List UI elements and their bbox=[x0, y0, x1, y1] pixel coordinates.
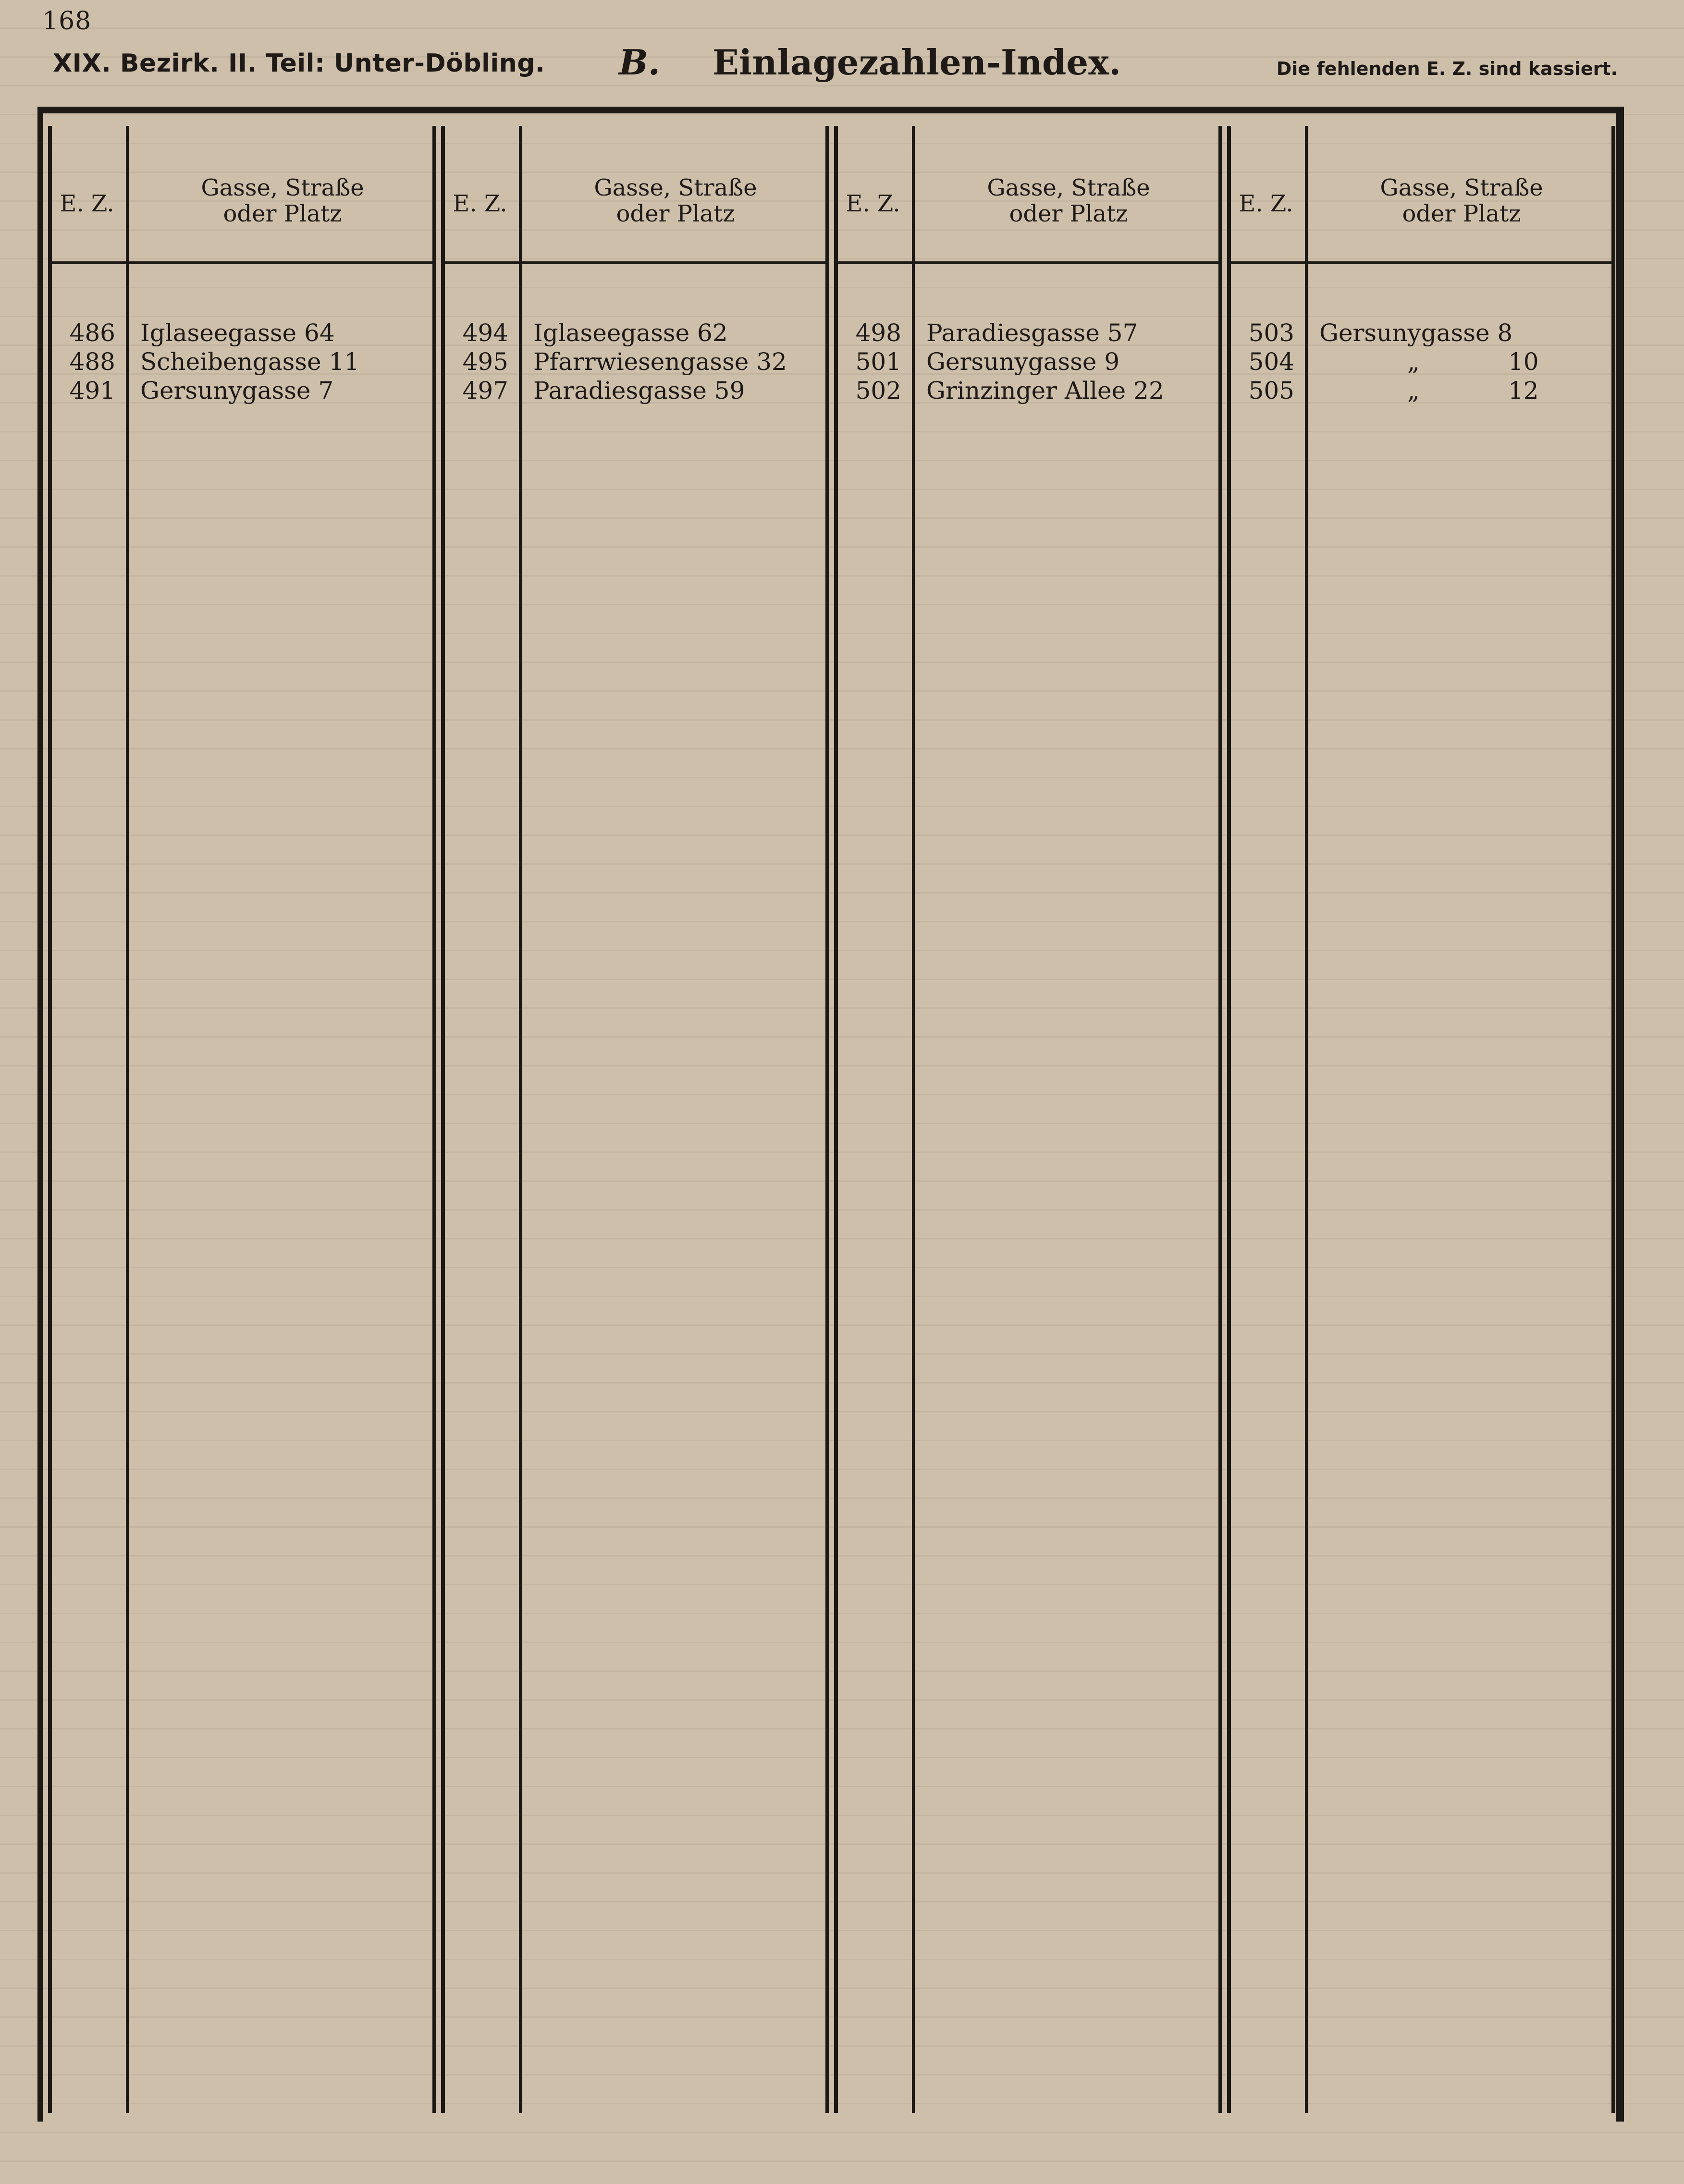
ez-divider bbox=[126, 126, 129, 2113]
ez-value: 503 bbox=[1248, 319, 1294, 347]
street-value: Pfarrwiesengasse 32 bbox=[533, 348, 787, 376]
header-divider bbox=[1227, 261, 1615, 264]
header-street-cell bbox=[522, 126, 829, 258]
table-left-border bbox=[37, 113, 43, 2122]
table-row bbox=[441, 350, 829, 379]
table-row bbox=[1227, 350, 1615, 379]
street-value: Gersunygasse 9 bbox=[926, 348, 1120, 376]
missing-entries-note: Die fehlenden E. Z. sind kassiert. bbox=[1276, 58, 1618, 79]
table-row bbox=[1227, 379, 1615, 407]
table-rows bbox=[441, 321, 829, 407]
street-value: Gersunygasse 8 bbox=[1319, 319, 1513, 347]
table-rows bbox=[48, 321, 436, 407]
header-street-label: Gasse, Straße oder Platz bbox=[987, 174, 1150, 228]
page-number: 168 bbox=[42, 7, 92, 36]
street-value: Iglaseegasse 62 bbox=[533, 319, 728, 347]
index-table bbox=[37, 107, 1624, 2122]
ditto-mark: „ bbox=[1407, 377, 1420, 405]
header-street-label: Gasse, Straße oder Platz bbox=[1380, 174, 1543, 228]
header-ez-cell bbox=[1227, 126, 1305, 258]
header-divider bbox=[441, 261, 829, 264]
table-row bbox=[48, 379, 436, 407]
table-row bbox=[834, 379, 1222, 407]
ez-value: 488 bbox=[69, 348, 115, 376]
header-ez-label: E. Z. bbox=[1239, 190, 1293, 217]
table-row bbox=[834, 321, 1222, 350]
index-title bbox=[619, 42, 1121, 83]
table-block-4 bbox=[1227, 126, 1615, 2113]
street-value: Iglaseegasse 64 bbox=[140, 319, 335, 347]
ez-divider bbox=[1305, 126, 1308, 2113]
table-block-1 bbox=[48, 126, 436, 2113]
header-street-label: Gasse, Straße oder Platz bbox=[201, 174, 364, 228]
table-row bbox=[48, 350, 436, 379]
header-ez-cell bbox=[441, 126, 519, 258]
table-row bbox=[48, 321, 436, 350]
section-mark: B. bbox=[619, 42, 660, 83]
street-value: Paradiesgasse 59 bbox=[533, 377, 745, 405]
ez-value: 505 bbox=[1248, 377, 1294, 405]
table-block-2 bbox=[441, 126, 829, 2113]
ditto-mark: „ bbox=[1407, 348, 1420, 376]
ez-value: 495 bbox=[462, 348, 508, 376]
ez-divider bbox=[519, 126, 522, 2113]
ez-value: 501 bbox=[855, 348, 901, 376]
table-row bbox=[1227, 321, 1615, 350]
header-street-label: Gasse, Straße oder Platz bbox=[594, 174, 757, 228]
house-number: 12 bbox=[1508, 377, 1539, 405]
header-ez-label: E. Z. bbox=[60, 190, 114, 217]
table-block-3 bbox=[834, 126, 1222, 2113]
street-value: Scheibengasse 11 bbox=[140, 348, 360, 376]
table-rows bbox=[834, 321, 1222, 407]
street-value: Paradiesgasse 57 bbox=[926, 319, 1138, 347]
section-title: Einlagezahlen-Index. bbox=[713, 42, 1121, 83]
table-row bbox=[834, 350, 1222, 379]
header-street-cell bbox=[1308, 126, 1615, 258]
house-number: 10 bbox=[1508, 348, 1539, 376]
ez-value: 498 bbox=[855, 319, 901, 347]
header-divider bbox=[48, 261, 436, 264]
table-rows bbox=[1227, 321, 1615, 407]
ez-value: 486 bbox=[69, 319, 115, 347]
table-row bbox=[441, 321, 829, 350]
street-value: Grinzinger Allee 22 bbox=[926, 377, 1164, 405]
street-value: Gersunygasse 7 bbox=[140, 377, 334, 405]
header-street-cell bbox=[129, 126, 436, 258]
ez-value: 504 bbox=[1248, 348, 1294, 376]
ez-divider bbox=[912, 126, 915, 2113]
table-right-border bbox=[1616, 113, 1624, 2122]
header-street-cell bbox=[915, 126, 1222, 258]
ez-value: 502 bbox=[855, 377, 901, 405]
ez-value: 491 bbox=[69, 377, 115, 405]
table-row bbox=[441, 379, 829, 407]
district-heading: XIX. Bezirk. II. Teil: Unter-Döbling. bbox=[53, 49, 545, 78]
header-ez-label: E. Z. bbox=[453, 190, 507, 217]
ez-value: 494 bbox=[462, 319, 508, 347]
ez-value: 497 bbox=[462, 377, 508, 405]
header-ez-cell bbox=[48, 126, 126, 258]
header-ez-label: E. Z. bbox=[846, 190, 900, 217]
header-divider bbox=[834, 261, 1222, 264]
header-ez-cell bbox=[834, 126, 912, 258]
